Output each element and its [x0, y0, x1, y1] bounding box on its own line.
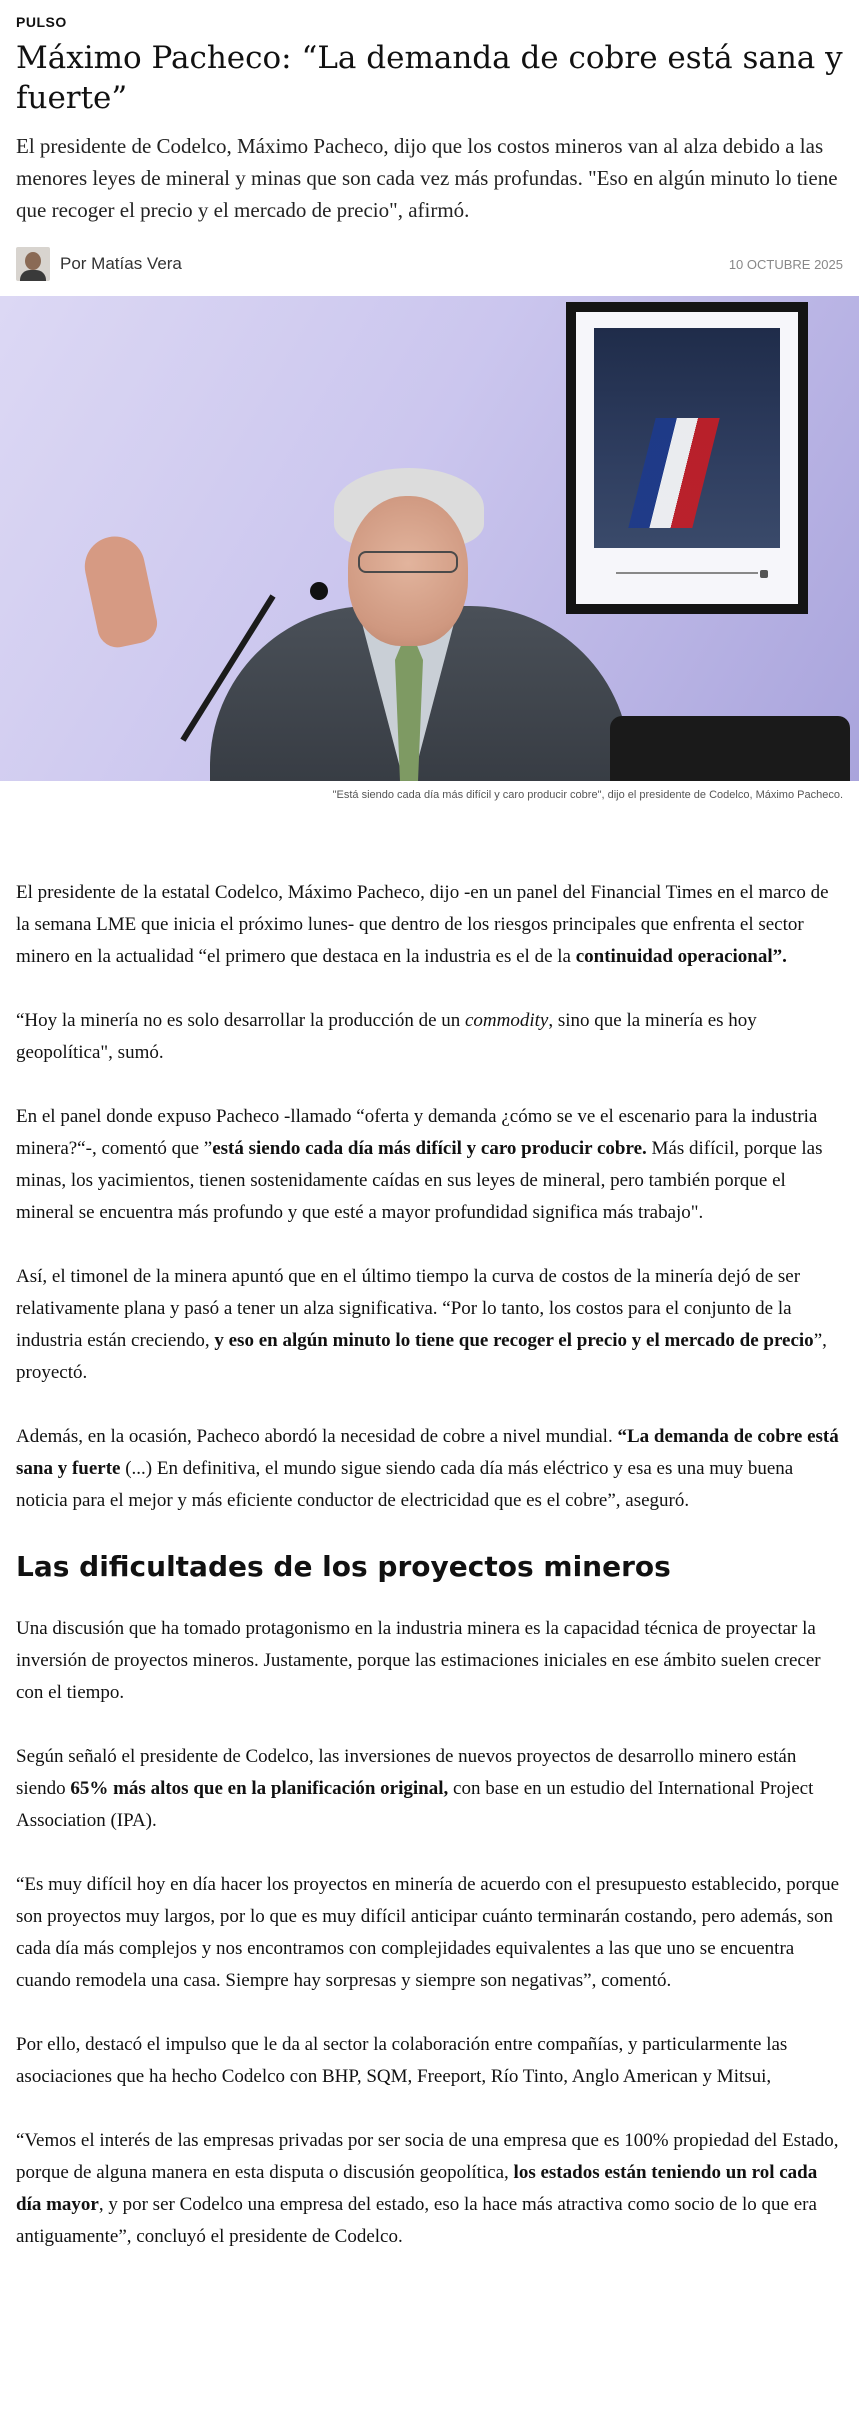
article-title: Máximo Pacheco: “La demanda de cobre está sana y fuerte” — [16, 40, 843, 116]
author-avatar[interactable] — [16, 247, 50, 281]
article-header — [0, 0, 859, 284]
paragraph: “Vemos el interés de las empresas privadas por ser socia de una empresa que es 100% propiedad del Estado, porque de alguna manera en esta disputa o discusión geopolítica, los estados están teniendo un rol cada día mayor, y por ser Codelco una empresa del estado, eso la hace más atractiva como socio de lo que era antiguamente”, concluyó el presidente de Codelco. — [16, 2130, 839, 2247]
byline — [16, 244, 843, 284]
article-body — [0, 877, 859, 2253]
paragraph: En el panel donde expuso Pacheco -llamado “oferta y demanda ¿cómo se ve el escenario para la industria minera?“-, comentó que ”está siendo cada día más difícil y caro producir cobre. Más difícil, porque las minas, los yacimientos, tienen sostenidamente caídas en sus leyes de mineral, pero también porque el mineral se encuentra más profundo y que esté a mayor profundidad significa más trabajo". — [16, 1106, 823, 1223]
paragraph: “Hoy la minería no es solo desarrollar la producción de un commodity, sino que la minería es hoy geopolítica", sumó. — [16, 1010, 757, 1063]
author-name[interactable]: Por Matías Vera — [60, 254, 182, 273]
paragraph: Por ello, destacó el impulso que le da al sector la colaboración entre compañías, y particularmente las asociaciones que ha hecho Codelco con BHP, SQM, Freeport, Río Tinto, Anglo American y Mitsui, — [16, 2034, 788, 2087]
paragraph: Además, en la ocasión, Pacheco abordó la necesidad de cobre a nivel mundial. “La demanda de cobre está sana y fuerte (...) En definitiva, el mundo sigue siendo cada día más eléctrico y esa es una muy buena noticia para el mejor y más eficiente conductor de electricidad que es el cobre”, aseguró. — [16, 1426, 839, 1511]
section-label[interactable]: PULSO — [16, 14, 67, 30]
paragraph: Una discusión que ha tomado protagonismo en la industria minera es la capacidad técnica de proyectar la inversión de proyectos mineros. Justamente, porque las estimaciones iniciales en ese ámbito suelen crecer con el tiempo. — [16, 1618, 821, 1703]
paragraph: Así, el timonel de la minera apuntó que en el último tiempo la curva de costos de la minería dejó de ser relativamente plana y pasó a tener un alza significativa. “Por lo tanto, los costos para el conjunto de la industria están creciendo, y eso en algún minuto lo tiene que recoger el precio y el mercado de precio”, proyectó. — [16, 1266, 827, 1383]
article-lead: El presidente de Codelco, Máximo Pacheco, dijo que los costos mineros van al alza debido a las menores leyes de mineral y minas que son cada vez más profundas. "Eso en algún minuto lo tiene que recoger el precio y el mercado de precio", afirmó. — [16, 134, 838, 222]
hero-image — [0, 296, 859, 781]
image-caption: "Está siendo cada día más difícil y caro producir cobre", dijo el presidente de Codelco, Máximo Pacheco. — [332, 789, 843, 801]
speaker-figure — [120, 496, 640, 781]
paragraph: “Es muy difícil hoy en día hacer los proyectos en minería de acuerdo con el presupuesto establecido, porque son proyectos muy largos, por lo que es muy difícil anticipar cuánto terminarán costando, pero además, son cada día más complejos y nos encontramos con complejidades equivalentes a las que uno se encuentra cuando remodela una casa. Siempre hay sorpresas y siempre son negativas”, comentó. — [16, 1874, 840, 1991]
author[interactable] — [16, 247, 182, 281]
section-subheading: Las dificultades de los proyectos mineros — [16, 1550, 671, 1583]
paragraph: Según señaló el presidente de Codelco, las inversiones de nuevos proyectos de desarrollo minero están siendo 65% más altos que en la planificación original, con base en un estudio del International Project Association (IPA). — [16, 1746, 814, 1831]
paragraph: El presidente de la estatal Codelco, Máximo Pacheco, dijo -en un panel del Financial Times en el marco de la semana LME que inicia el próximo lunes- que dentro de los riesgos principales que enfrenta el sector minero en la actualidad “el primero que destaca en la industria es el de la continuidad operacional”. — [16, 882, 829, 967]
publish-date: 10 OCTUBRE 2025 — [728, 256, 843, 272]
